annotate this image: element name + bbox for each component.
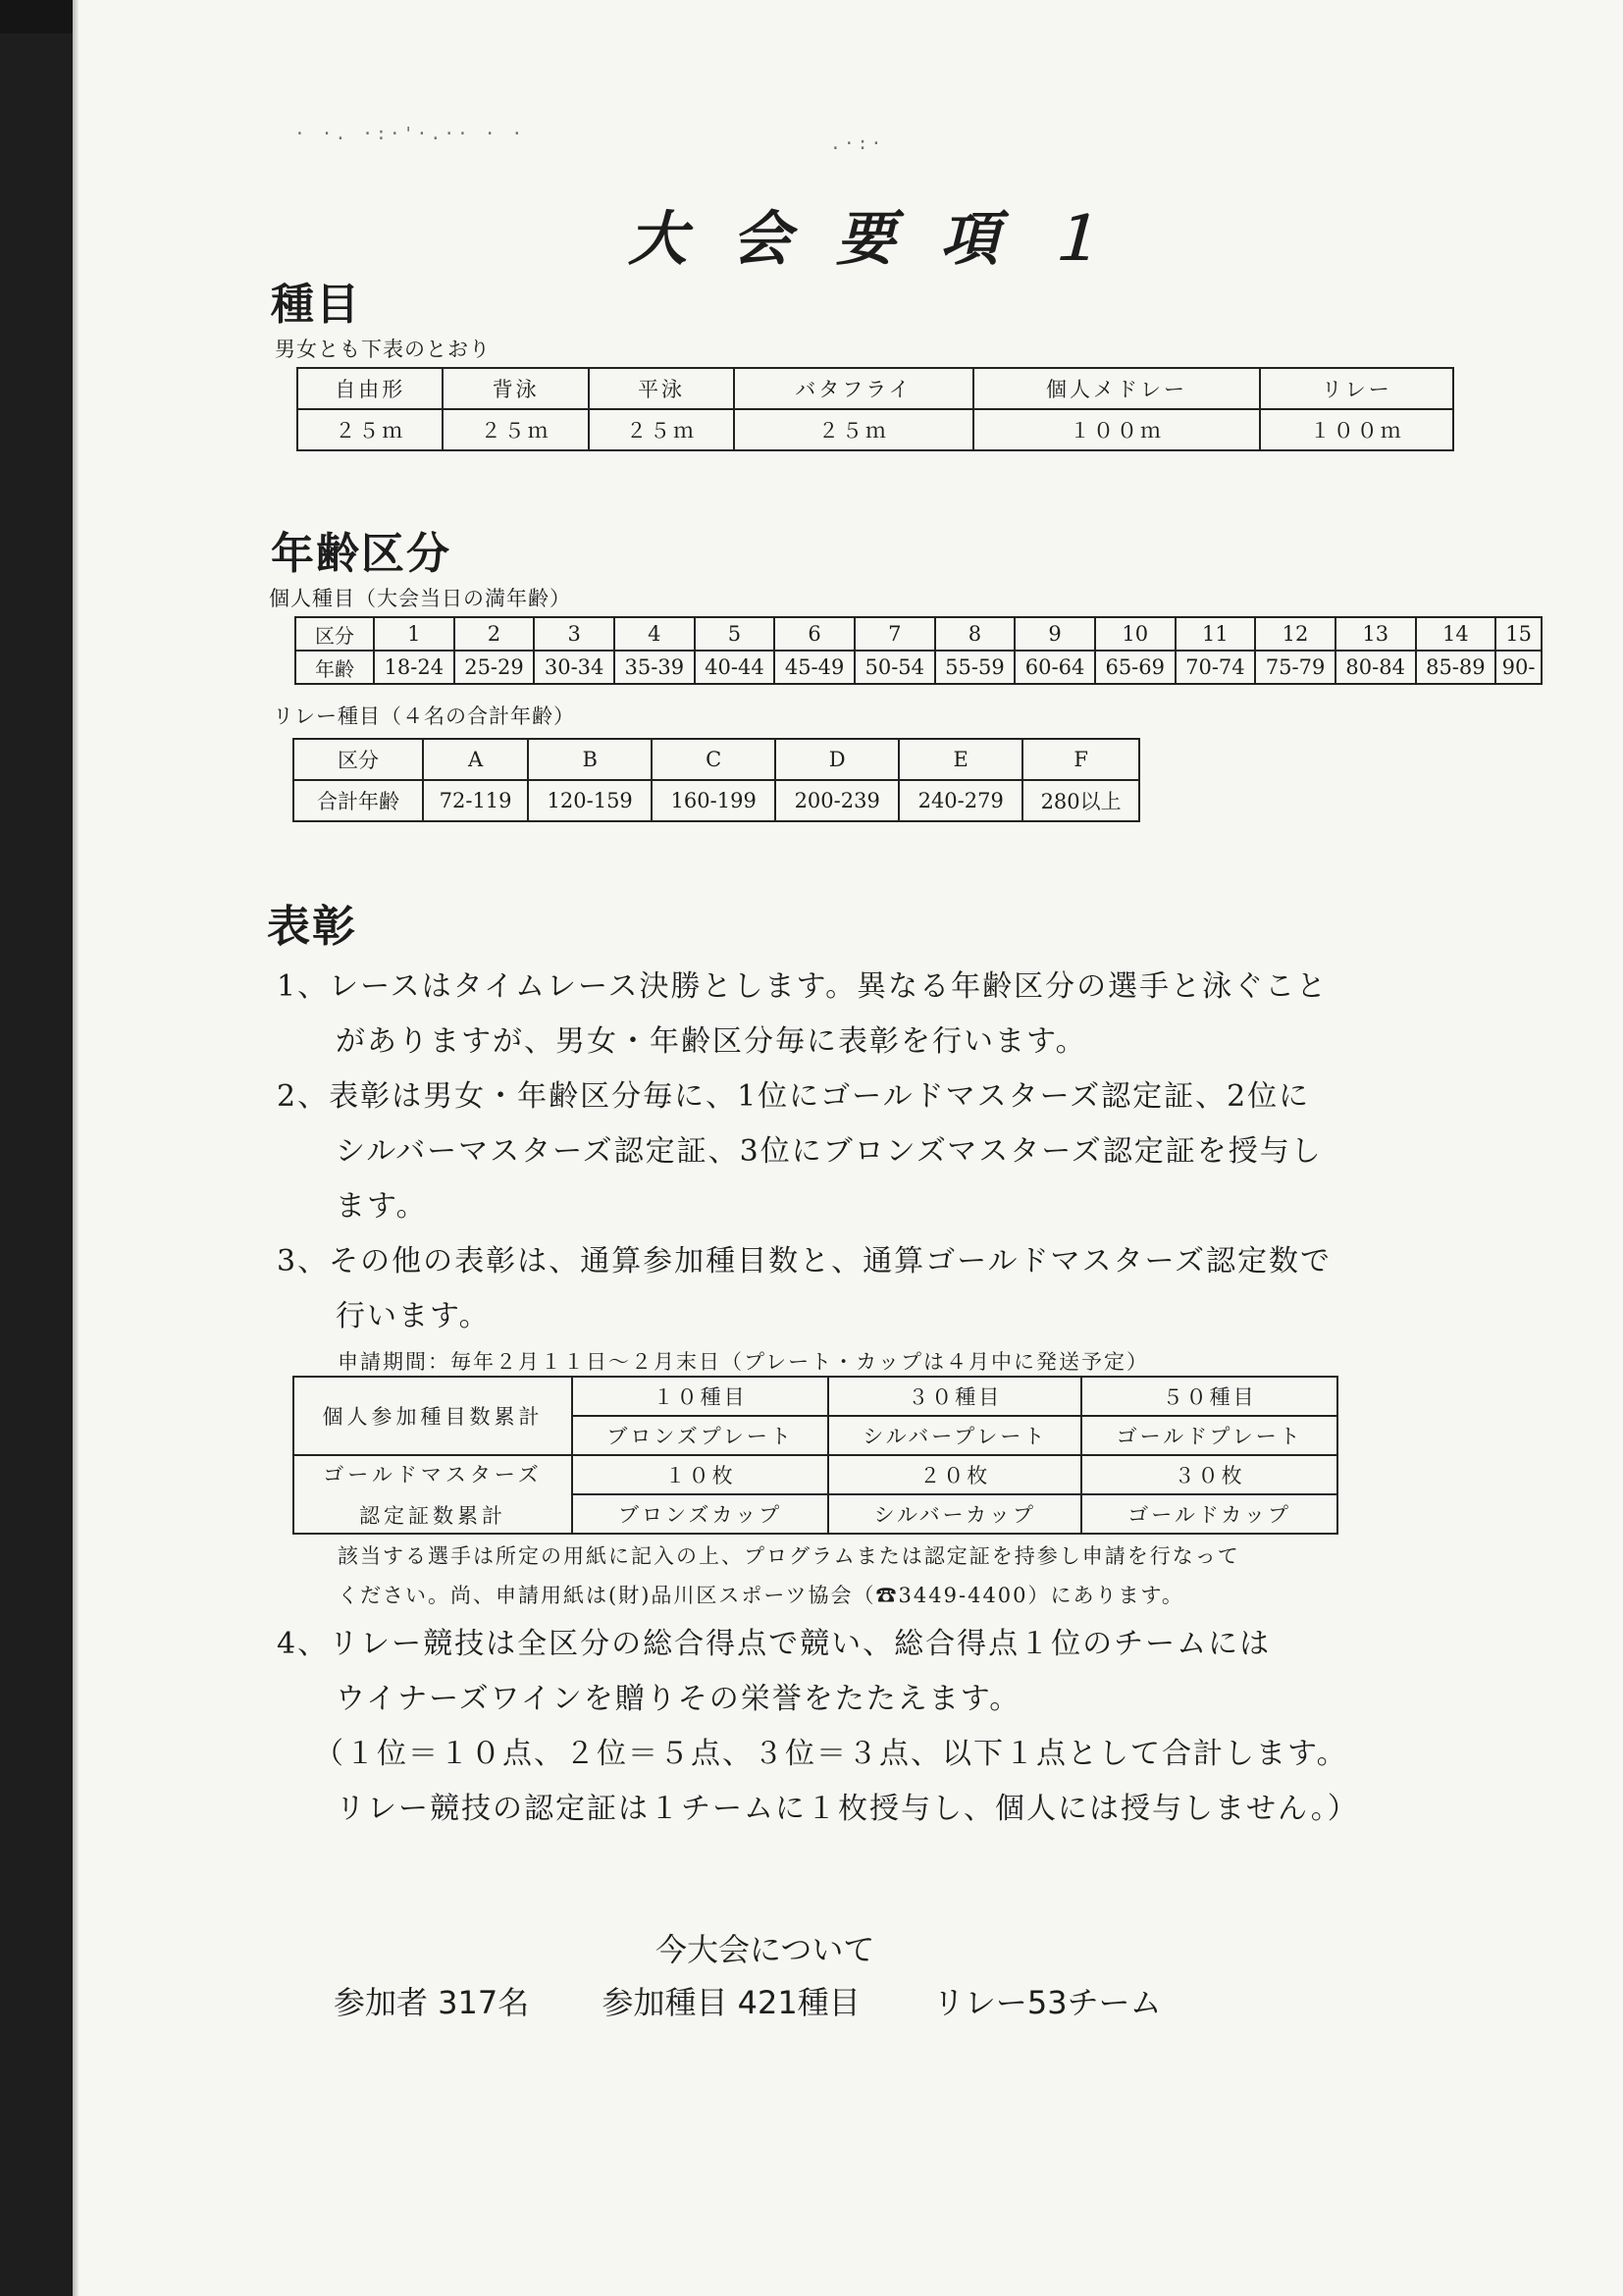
division-cell: 1 [374, 617, 454, 651]
relay-age-cell: 160-199 [652, 780, 775, 821]
division-cell: 5 [695, 617, 775, 651]
division-cell: 14 [1416, 617, 1496, 651]
events-table [296, 367, 1454, 451]
individual-age-note: 個人種目（大会当日の満年齢） [269, 587, 571, 610]
awards-heading: 表彰 [267, 902, 357, 952]
relay-division-cell: C [652, 739, 775, 780]
event-label: 個人メドレー [1046, 378, 1188, 401]
event-distance: ２５ｍ [443, 409, 588, 450]
award-item-2-line-1: 2、表彰は男女・年齢区分毎に、1位にゴールドマスターズ認定証、2位に [277, 1079, 1311, 1114]
award-item-1-line-1: 1、レースはタイムレース決勝とします。異なる年齢区分の選手と泳ぐこと [277, 969, 1329, 1004]
relay-division-cell: D [775, 739, 899, 780]
scan-speckle: .·:· [830, 133, 885, 154]
relay-division-cell: A [423, 739, 528, 780]
division-cell: 3 [534, 617, 614, 651]
award-count: ３０枚 [1081, 1455, 1337, 1494]
age-cell: 35-39 [614, 651, 695, 684]
division-cell: 6 [774, 617, 855, 651]
award-prize: ブロンズプレート [572, 1416, 828, 1455]
award-row-label-line: 認定証数累計 [359, 1504, 506, 1528]
award-item-4-line-4: リレー競技の認定証は１チームに１枚授与し、個人には授与しません。） [336, 1792, 1359, 1826]
events-label-row [297, 368, 1453, 409]
relay-age-cell: 72-119 [423, 780, 528, 821]
award-item-3-line-2: 行います。 [336, 1299, 491, 1333]
award-count: ２０枚 [828, 1455, 1081, 1494]
division-cell: 7 [855, 617, 935, 651]
age-cell: 30-34 [534, 651, 614, 684]
cumulative-award-table [292, 1376, 1338, 1535]
event-label-cell [1260, 368, 1453, 409]
age-cell: 40-44 [695, 651, 775, 684]
division-cell: 4 [614, 617, 695, 651]
award-count: ３０種目 [828, 1377, 1081, 1416]
events-heading: 種目 [271, 280, 361, 330]
award-item-1-line-2: がありますが、男女・年齢区分毎に表彰を行います。 [336, 1024, 1087, 1059]
division-cell: 13 [1335, 617, 1416, 651]
award-row-label [293, 1455, 572, 1534]
award-count: ５０種目 [1081, 1377, 1337, 1416]
page-edge [73, 0, 79, 2296]
award-count: １０枚 [572, 1455, 828, 1494]
event-label-cell [589, 368, 734, 409]
award-item-4-line-1: 4、リレー競技は全区分の総合得点で競い、総合得点１位のチームには [277, 1627, 1272, 1661]
relay-age-cell: 200-239 [775, 780, 899, 821]
award-item-2-line-3: ます。 [336, 1189, 428, 1224]
relay-division-cell: F [1022, 739, 1139, 780]
event-distance: ２５ｍ [734, 409, 972, 450]
award-prize: ゴールドプレート [1081, 1416, 1337, 1455]
age-range-row [295, 651, 1542, 684]
division-cell: 11 [1176, 617, 1256, 651]
award-row [293, 1377, 1337, 1416]
age-cell: 18-24 [374, 651, 454, 684]
scan-speckle: · ·. ·:·'·.·· · · [294, 124, 526, 144]
division-cell: 15 [1495, 617, 1542, 651]
relay-division-cell: B [528, 739, 652, 780]
age-cell: 50-54 [855, 651, 935, 684]
age-groups-heading: 年齢区分 [271, 529, 451, 579]
apply-note-line-2: ください。尚、申請用紙は(財)品川区スポーツ協会（☎3449-4400）にあります。 [338, 1584, 1184, 1607]
binding-strip-top [0, 0, 73, 33]
application-period: 申請期間：毎年２月１１日～２月末日（プレート・カップは４月中に発送予定） [338, 1350, 1149, 1374]
award-row [293, 1455, 1337, 1494]
row-label: 合計年齢 [293, 780, 423, 821]
award-row-label: 個人参加種目数累計 [293, 1377, 572, 1455]
division-cell: 10 [1095, 617, 1176, 651]
age-cell: 45-49 [774, 651, 855, 684]
event-label: バタフライ [795, 378, 913, 401]
age-division-row [295, 617, 1542, 651]
binding-strip [0, 0, 73, 2296]
summary-stats [334, 1978, 1225, 2023]
event-label: 背泳 [492, 378, 540, 401]
age-cell: 70-74 [1176, 651, 1256, 684]
award-prize: ゴールドカップ [1081, 1494, 1337, 1534]
relay-division-cell: E [899, 739, 1022, 780]
relay-age-cell: 280以上 [1022, 780, 1139, 821]
relay-age-table [292, 738, 1140, 822]
event-label: リレー [1321, 378, 1392, 401]
events-note: 男女とも下表のとおり [275, 338, 491, 361]
relay-age-row [293, 780, 1139, 821]
event-distance: ２５ｍ [297, 409, 443, 450]
division-cell: 8 [935, 617, 1016, 651]
summary-title: 今大会について [655, 1931, 875, 1968]
division-cell: 9 [1015, 617, 1095, 651]
events-distance-row [297, 409, 1453, 450]
page-title: 大会要項１ [628, 205, 1148, 274]
row-label: 年齢 [295, 651, 374, 684]
age-cell: 80-84 [1335, 651, 1416, 684]
age-cell: 85-89 [1416, 651, 1496, 684]
relay-age-cell: 120-159 [528, 780, 652, 821]
award-item-3-line-1: 3、その他の表彰は、通算参加種目数と、通算ゴールドマスターズ認定数で [277, 1244, 1332, 1278]
event-label: 平泳 [638, 378, 686, 401]
age-cell: 55-59 [935, 651, 1016, 684]
event-label-cell [734, 368, 972, 409]
division-cell: 12 [1255, 617, 1335, 651]
summary-entries: 参加種目 421種目 [602, 1984, 861, 2021]
award-prize: シルバーカップ [828, 1494, 1081, 1534]
event-label-cell [297, 368, 443, 409]
event-label-cell [443, 368, 588, 409]
row-label: 区分 [295, 617, 374, 651]
award-prize: シルバープレート [828, 1416, 1081, 1455]
event-distance: １００ｍ [1260, 409, 1453, 450]
age-cell: 60-64 [1015, 651, 1095, 684]
award-item-4-line-2: ウイナーズワインを贈りその栄誉をたたえます。 [336, 1682, 1021, 1716]
individual-age-table [294, 616, 1543, 685]
award-item-4-line-3: （１位＝１０点、２位＝５点、３位＝３点、以下１点として合計します。 [314, 1737, 1348, 1771]
summary-relay: リレー53チーム [932, 1984, 1162, 2021]
award-count: １０種目 [572, 1377, 828, 1416]
apply-note-line-1: 該当する選手は所定の用紙に記入の上、プログラムまたは認定証を持参し申請を行なって [338, 1544, 1240, 1568]
age-cell: 25-29 [454, 651, 535, 684]
age-cell: 75-79 [1255, 651, 1335, 684]
summary-participants: 参加者 317名 [334, 1984, 530, 2021]
award-row-label-line: ゴールドマスターズ [323, 1463, 543, 1487]
event-distance: ２５ｍ [589, 409, 734, 450]
age-cell: 90- [1495, 651, 1542, 684]
age-cell: 65-69 [1095, 651, 1176, 684]
award-item-2-line-2: シルバーマスターズ認定証、3位にブロンズマスターズ認定証を授与し [336, 1134, 1323, 1169]
award-prize: ブロンズカップ [572, 1494, 828, 1534]
event-distance: １００ｍ [973, 409, 1261, 450]
relay-division-row [293, 739, 1139, 780]
relay-age-cell: 240-279 [899, 780, 1022, 821]
event-label: 自由形 [335, 378, 406, 401]
relay-age-note: リレー種目（４名の合計年齢） [273, 704, 575, 728]
division-cell: 2 [454, 617, 535, 651]
event-label-cell [973, 368, 1261, 409]
row-label: 区分 [293, 739, 423, 780]
